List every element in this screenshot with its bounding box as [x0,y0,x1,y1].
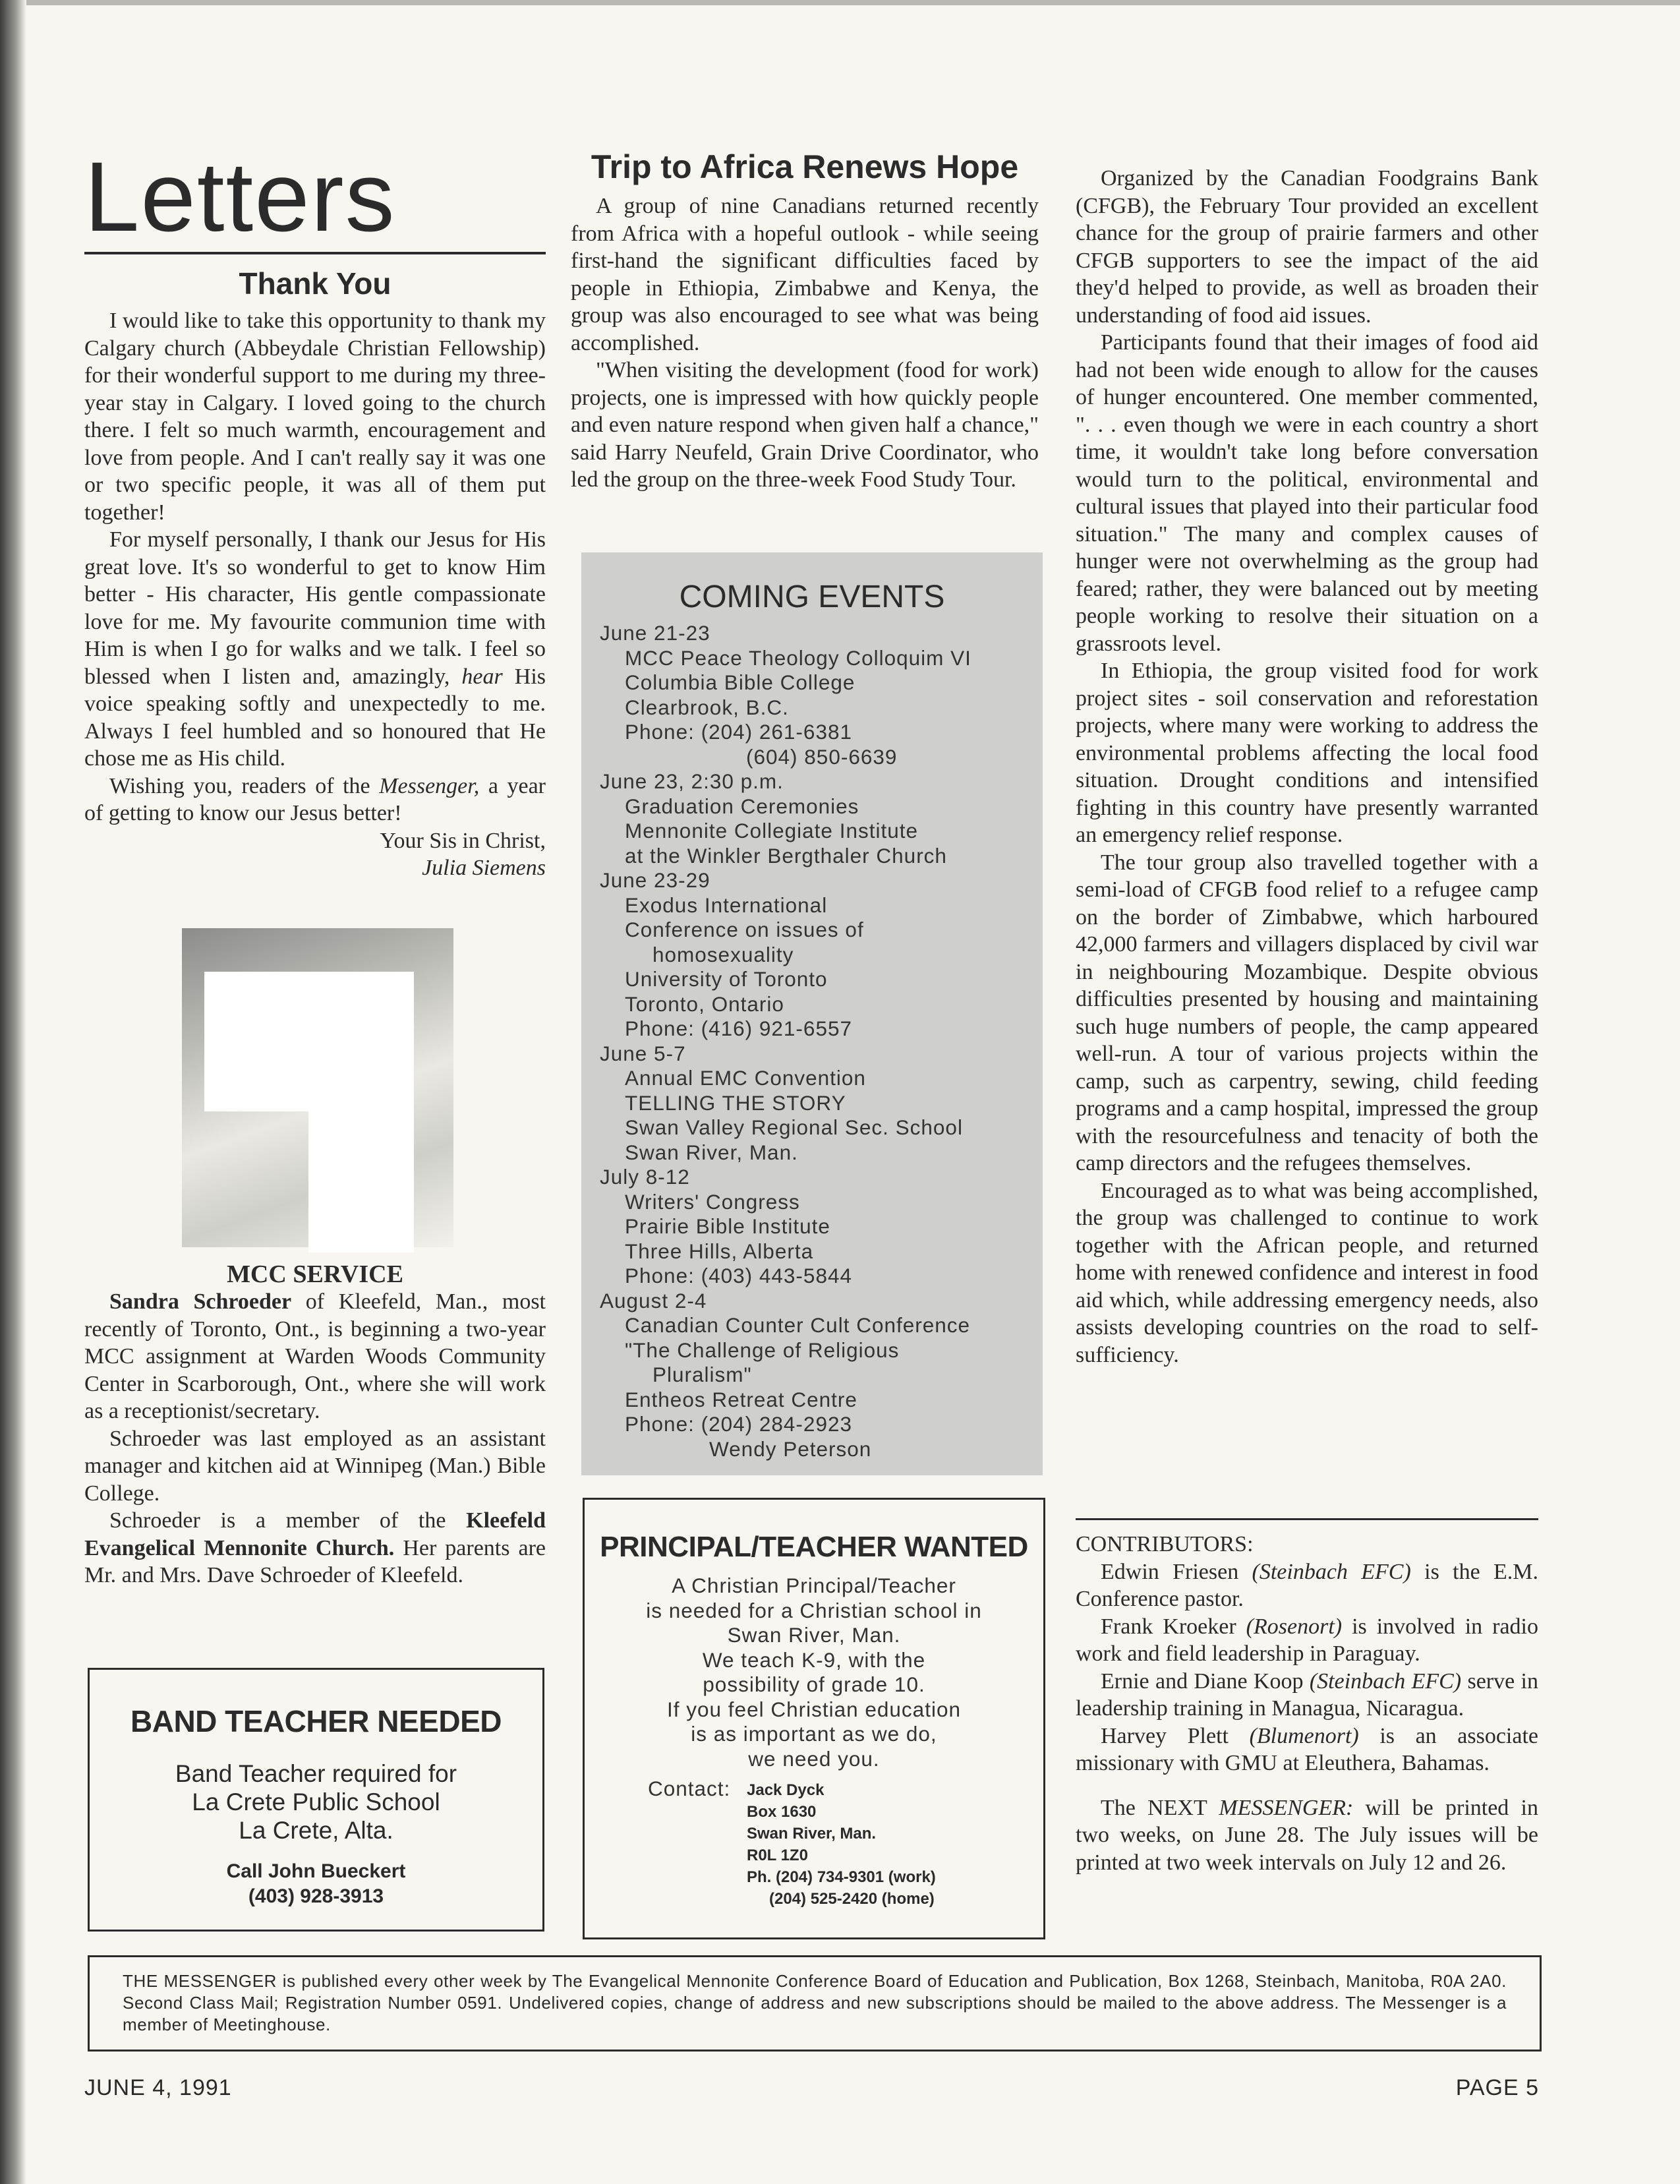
principal-line: is as important as we do, [691,1722,937,1746]
mcc-heading: MCC SERVICE [227,1260,403,1288]
events-heading: COMING EVENTS [679,579,945,614]
letter-paragraph: For myself personally, I thank our Jesus for His great love. It's so wonderful to get to know Him better - His character, His gentle compassionate love for me. My favourite communion time with Him is when I go for walks and we talk. I feel so blessed when I listen and, amazingly, hear His voice speaking softly and unexpectedly to me. Always I feel humbled and so honoured that He chose me as His child. [84,527,546,771]
article-paragraph: Organized by the Canadian Foodgrains Bank (CFGB), the February Tour provided an excellent chance for the group of prairie farmers and other CFGB supporters to see the impact of the aid they'd helped to provide, as well as broaden their understanding of food aid issues. [1076,166,1538,328]
photo-redaction [204,972,414,1111]
event-line: Phone: (416) 921-6557 [625,1017,852,1040]
principal-body [585,1574,1043,1771]
issue-date: JUNE 4, 1991 [84,2075,232,2100]
principal-line: is needed for a Christian school in [646,1598,982,1622]
article-paragraph: "When visiting the development (food for work) projects, one is impressed with how quickly people and even nature respond when given half a chance," said Harry Neufeld, Grain Drive Coordinator, who led the group on the three-week Food Study Tour. [571,358,1039,492]
section-rule [84,252,546,254]
principal-contact [585,1777,1043,1910]
event-date: June 21-23 [600,621,710,645]
event-line: Annual EMC Convention [625,1066,866,1090]
event-line: homosexuality [652,942,794,966]
band-line: La Crete, Alta. [239,1817,393,1844]
events-list [581,621,1043,1461]
page-number: PAGE 5 [1455,2075,1539,2100]
top-scan-edge [0,0,1680,5]
contact-line: Swan River, Man. [747,1825,877,1843]
band-line: La Crete Public School [192,1788,440,1815]
contact-line: Ph. (204) 734-9301 (work) [747,1868,936,1886]
contact-line: R0L 1Z0 [747,1846,808,1864]
contributor: Harvey Plett (Blumenort) is an associate missionary with GMU at Eleuthera, Bahamas. [1076,1723,1538,1775]
event-line: Mennonite Collegiate Institute [625,819,919,842]
contact-line: Box 1630 [747,1803,817,1821]
event-line: Graduation Ceremonies [625,794,859,818]
event-date: July 8-12 [600,1165,690,1189]
event-line: TELLING THE STORY [625,1090,846,1115]
band-heading: BAND TEACHER NEEDED [130,1704,502,1738]
principal-line: We teach K-9, with the [702,1647,926,1672]
event-line: Canadian Counter Cult Conference [625,1313,971,1337]
letters-column [84,141,546,882]
letter-paragraph: Wishing you, readers of the Messenger, a year of getting to know our Jesus better! [84,773,546,825]
event-line: Writers' Congress [625,1189,800,1214]
masthead-text: THE MESSENGER is published every other week by The Evangelical Mennonite Conference Board of Education and Publication, Box 1268, Steinbach, Manitoba, R0A 2A0. Second Class Mail; Registration Number 0591. Undelivered copies, change of address and new subscriptions should be mailed to the above address. The Messenger is a member of Meetinghouse. [123,1971,1507,2034]
event-line: Wendy Peterson [709,1436,872,1461]
contributor: Edwin Friesen (Steinbach EFC) is the E.M. Conference pastor. [1076,1559,1539,1611]
mcc-service-article [84,1260,546,1589]
masthead-box [88,1955,1542,2051]
contributor: Ernie and Diane Koop (Steinbach EFC) serve in leadership training in Managua, Nicaragua. [1076,1668,1538,1721]
band-contact: Call John Bueckert [226,1860,406,1882]
letter-paragraph: I would like to take this opportunity to thank my Calgary church (Abbeydale Christian Fellowship) for their wonderful support to me during my three-year stay in Calgary. I loved going to the church there. I felt so much warmth, encouragement and love from people. And I can't really say it was one or two specific people, it was all of them put together! [84,309,546,525]
contributor: Frank Kroeker (Rosenort) is involved in radio work and field leadership in Paraguay. [1076,1614,1538,1666]
mcc-paragraph: Schroeder is a member of the Kleefeld Evangelical Mennonite Church. Her parents are Mr. and Mrs. Dave Schroeder of Kleefeld. [84,1508,546,1587]
event-line: Phone: (204) 261-6381 [625,720,852,744]
event-line: Pluralism" [652,1363,752,1386]
band-teacher-ad [88,1668,544,1932]
africa-article-continued [1076,165,1538,1369]
contact-label: Contact: [648,1777,731,1800]
article-paragraph: In Ethiopia, the group visited food for work project sites - soil conservation and reforestation projects, where many were working to address the environmental problems affecting the local food situation. Drought conditions and intensified fighting in this country have presently warranted an emergency relief response. [1076,659,1538,847]
event-line: Clearbrook, B.C. [625,695,789,719]
contributors-rule [1076,1518,1538,1520]
article-paragraph: Encouraged as to what was being accomplished, the group was challenged to continue to work together with the African people, and returned home with renewed confidence and interest in food aid which, while addressing emergency needs, also assists developing countries on the road to self-sufficiency. [1076,1178,1538,1367]
event-date: June 23, 2:30 p.m. [600,769,784,793]
article-paragraph: Participants found that their images of food aid had not been wide enough to allow for the causes of hunger encountered. One member commented, ". . . even though we were in each country a short time, it wouldn't take long before conversation would turn to the political, environmental and cultural issues that played into their particular food situation." The many and complex causes of hunger were not overwhelming as the group had feared; rather, they were balanced out by meeting people working to resolve their situation on a grassroots level. [1076,330,1538,656]
event-line: Columbia Bible College [625,670,855,694]
event-line: Swan Valley Regional Sec. School [625,1115,963,1139]
letter-heading: Thank You [239,266,391,301]
event-line: (604) 850-6639 [746,744,898,769]
event-line: Conference on issues of [625,918,864,941]
coming-events-box [581,552,1043,1475]
article-title: Trip to Africa Renews Hope [591,148,1019,185]
event-date: August 2-4 [600,1288,707,1313]
section-title: Letters [84,141,396,252]
principal-teacher-ad [583,1498,1045,1939]
mcc-paragraph: Schroeder was last employed as an assistant manager and kitchen aid at Winnipeg (Man.) Bible College. [84,1426,546,1506]
principal-line: A Christian Principal/Teacher [672,1574,956,1597]
photo-redaction [308,1107,414,1253]
letter-signature: Julia Siemens [422,856,546,880]
event-line: "The Challenge of Religious [625,1338,900,1362]
contact-line: Jack Dyck [747,1781,825,1799]
event-line: Exodus International [625,893,828,917]
principal-line: possibility of grade 10. [703,1672,925,1696]
article-paragraph: A group of nine Canadians returned recently from Africa with a hopeful outlook - while seeing first-hand the significant difficulties faced by people in Ethiopia, Zimbabwe and Kenya, the group was also encouraged to see what was being accomplished. [571,194,1039,355]
mcc-paragraph: Sandra Schroeder of Kleefeld, Man., most recently of Toronto, Ont., is beginning a two-year MCC assignment at Warden Woods Community Center in Scarborough, Ont., where she will work as a receptionist/secretary. [84,1289,546,1423]
contributors-heading: CONTRIBUTORS: [1076,1532,1254,1556]
event-line: Three Hills, Alberta [625,1239,814,1263]
event-line: at the Winkler Bergthaler Church [625,843,947,868]
principal-line: we need you. [748,1746,880,1771]
event-line: University of Toronto [625,967,828,991]
event-line: Prairie Bible Institute [625,1214,830,1238]
letter-closing: Your Sis in Christ, [380,828,546,853]
event-line: Toronto, Ontario [625,991,784,1016]
next-issue-note: The NEXT MESSENGER: will be printed in two weeks, on June 28. The July issues will be printed at two week intervals on July 12 and 26. [1076,1795,1538,1875]
binding-shadow [0,0,26,2184]
event-line: Swan River, Man. [625,1140,798,1164]
event-line: MCC Peace Theology Colloquim VI [625,645,971,670]
principal-line: Swan River, Man. [727,1623,901,1647]
event-line: Entheos Retreat Centre [625,1387,857,1411]
band-line: Band Teacher required for [175,1760,457,1787]
event-date: June 23-29 [600,868,710,892]
contact-line: (204) 525-2420 (home) [769,1890,935,1908]
principal-line: If you feel Christian education [667,1697,961,1721]
event-date: June 5-7 [600,1041,686,1065]
event-line: Phone: (403) 443-5844 [625,1264,852,1287]
band-phone: (403) 928-3913 [248,1885,384,1907]
event-line: Phone: (204) 284-2923 [625,1412,852,1436]
africa-article-start [571,146,1039,494]
principal-heading: PRINCIPAL/TEACHER WANTED [600,1531,1028,1563]
article-paragraph: The tour group also travelled together with a semi-load of CFGB food relief to a refugee camp on the border of Zimbabwe, which harboured 42,000 farmers and villagers displaced by civil war in neighbouring Mozambique. Despite obvious difficulties presented by housing and maintaining such huge numbers of people, the camp appeared well-run. A tour of various projects within the camp, such as carpentry, sewing, child feeding programs and a camp hospital, impressed the group with the resourcefulness and tenacity of both the camp directors and the refugees themselves. [1076,850,1538,1175]
contributors-section [1076,1518,1538,1876]
